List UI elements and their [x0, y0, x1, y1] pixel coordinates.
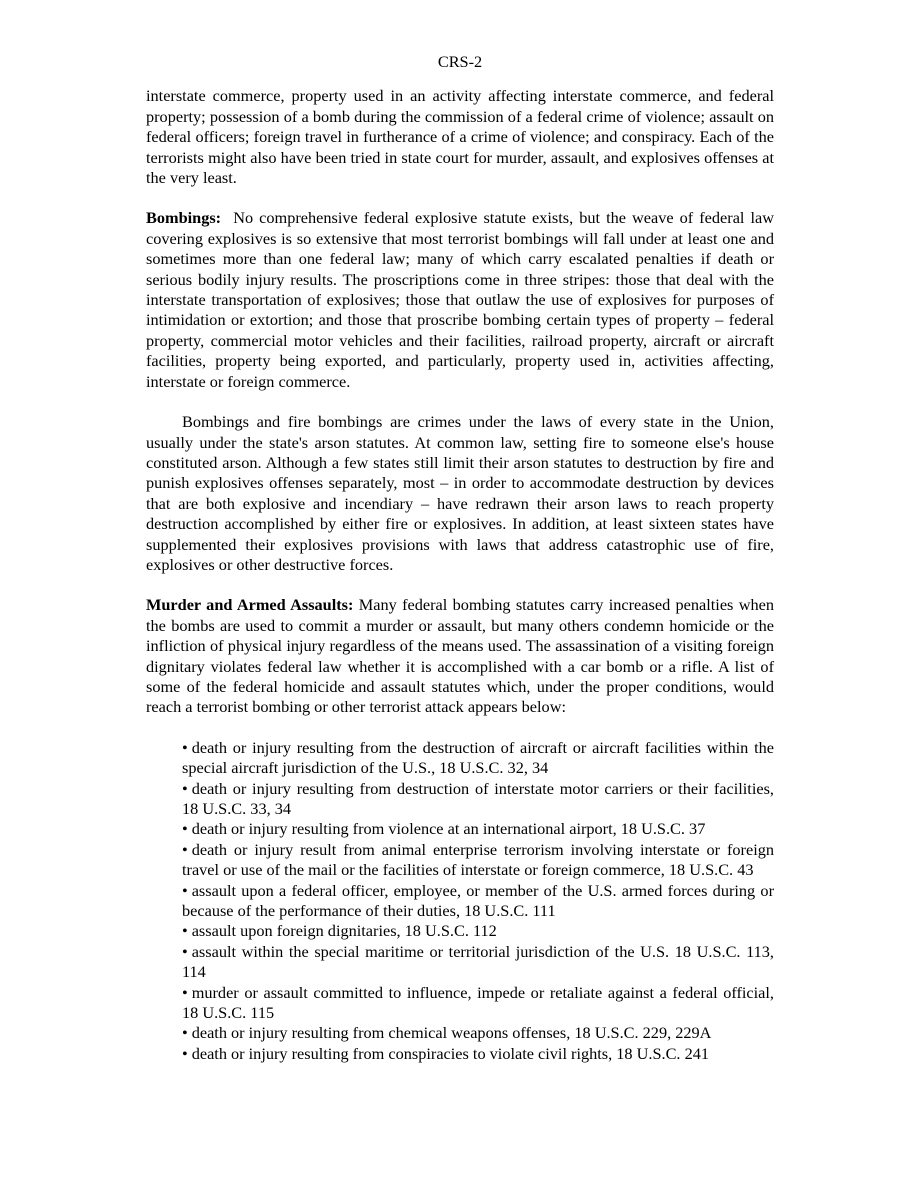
list-item-text: death or injury result from animal enterprise terrorism involving interstate or foreign travel or use of the mail or the facilities of interstate or foreign commerce, 18 U.S.C. 43 [182, 839, 774, 880]
list-item-text: death or injury resulting from conspiracies to violate civil rights, 18 U.S.C. 241 [191, 1043, 709, 1063]
list-item-text: assault upon a federal officer, employee, or member of the U.S. armed forces during or because of the performance of their duties, 18 U.S.C. 111 [182, 880, 774, 921]
bullet-icon: • [182, 880, 188, 900]
paragraph-text: interstate commerce, property used in an activity affecting interstate commerce, and federal property; possession of a bomb during the commission of a federal crime of violence; assault on federal officers; foreign travel in furtherance of a crime of violence; and conspiracy. Each of the terrorists might also have been tried in state court for murder, assault, and explosives offenses at the very least. [146, 86, 774, 188]
bullet-icon: • [182, 737, 188, 757]
paragraph-text: Bombings and fire bombings are crimes under the laws of every state in the Union, usually under the state's arson statutes. At common law, setting fire to someone else's house constituted arson. Although a few states still limit their arson statutes to destruction by fire and punish explosives offenses separately, most – in order to accommodate destruction by devices that are both explosive and incendiary – have redrawn their arson laws to reach property destruction accomplished by either fire or explosives. In addition, at least sixteen states have supplemented their explosives provisions with laws that address catastrophic use of fire, explosives or other destructive forces. [146, 412, 774, 574]
bullet-icon: • [182, 1023, 188, 1043]
list-item-text: assault upon foreign dignitaries, 18 U.S.C. 112 [191, 921, 497, 941]
paragraph-state-arson [146, 412, 774, 575]
list-item [182, 738, 774, 779]
list-item [182, 1044, 774, 1064]
list-item [182, 840, 774, 881]
bullet-icon: • [182, 1043, 188, 1063]
statute-bullet-list [146, 738, 774, 1065]
paragraph-text: Many federal bombing statutes carry increased penalties when the bombs are used to commit a murder or assault, but many others condemn homicide or the infliction of physical injury regardless of the means used. The assassination of a visiting foreign dignitary violates federal law whether it is accomplished with a car bomb or a rifle. A list of some of the federal homicide and assault statutes which, under the proper conditions, would reach a terrorist bombing or other terrorist attack appears below: [146, 595, 774, 717]
bullet-icon: • [182, 778, 188, 798]
bullet-icon: • [182, 921, 188, 941]
section-heading-murder-assaults: Murder and Armed Assaults: [146, 595, 354, 615]
paragraph-continuation [146, 86, 774, 188]
list-item [182, 983, 774, 1024]
bullet-icon: • [182, 982, 188, 1002]
list-item [182, 881, 774, 922]
list-item-text: assault within the special maritime or territorial jurisdiction of the U.S. 18 U.S.C. 113, 114 [182, 941, 774, 982]
list-item-text: death or injury resulting from destruction of interstate motor carriers or their facilities, 18 U.S.C. 33, 34 [182, 778, 774, 818]
list-item-text: death or injury resulting from the destruction of aircraft or aircraft facilities within the special aircraft jurisdiction of the U.S., 18 U.S.C. 32, 34 [182, 737, 774, 778]
bullet-icon: • [182, 819, 188, 839]
list-item-text: death or injury resulting from violence at an international airport, 18 U.S.C. 37 [191, 819, 706, 839]
list-item-text: murder or assault committed to influence, impede or retaliate against a federal official, 18 U.S.C. 115 [182, 982, 774, 1023]
list-item [182, 819, 774, 839]
bullet-icon: • [182, 839, 188, 859]
list-item [182, 921, 774, 941]
document-page [146, 52, 774, 1064]
list-item [182, 942, 774, 983]
paragraph-text: No comprehensive federal explosive statute exists, but the weave of federal law covering explosives is so extensive that most terrorist bombings will fall under at least one and sometimes more than one federal law; many of which carry escalated penalties if death or serious bodily injury results. The proscriptions come in three stripes: those that deal with the interstate transportation of explosives; those that outlaw the use of explosives for purposes of intimidation or extortion; and those that proscribe bombing certain types of property – federal property, commercial motor vehicles and their facilities, railroad property, aircraft or aircraft facilities, property being exported, and particularly, property used in, activities affecting, interstate or foreign commerce. [146, 208, 775, 391]
list-item-text: death or injury resulting from chemical weapons offenses, 18 U.S.C. 229, 229A [191, 1023, 712, 1043]
list-item [182, 1023, 774, 1043]
page-header: CRS-2 [437, 52, 483, 71]
paragraph-murder-assaults [146, 595, 774, 717]
list-item [182, 779, 774, 820]
section-heading-bombings: Bombings: [146, 208, 222, 228]
paragraph-bombings [146, 208, 774, 392]
bullet-icon: • [182, 941, 188, 961]
